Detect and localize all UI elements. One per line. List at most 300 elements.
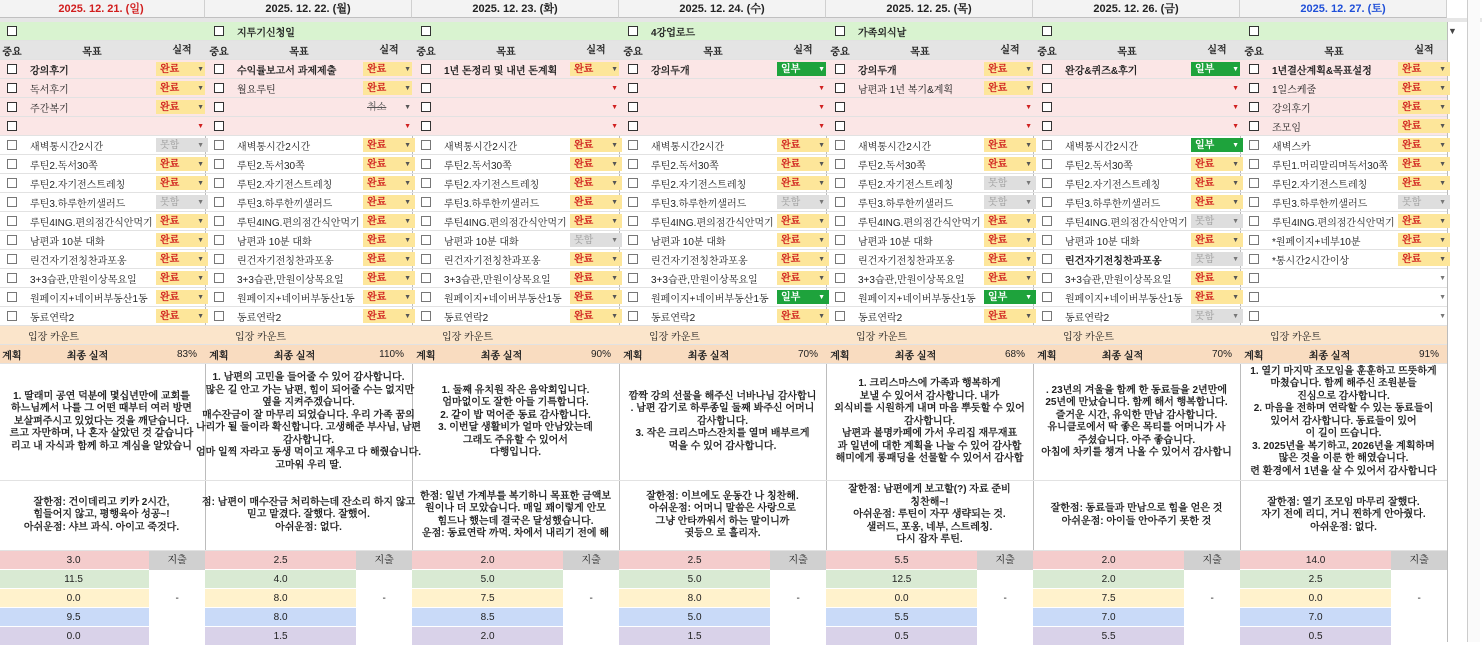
status-pill[interactable]: 완료 ▼ (984, 138, 1036, 152)
stat-value[interactable]: 8.0 (205, 589, 356, 608)
stat-value[interactable]: 0.5 (1240, 627, 1391, 646)
task-checkbox[interactable] (619, 216, 647, 226)
status-dropdown[interactable] (1396, 212, 1452, 230)
status-pill[interactable] (777, 100, 829, 114)
task-checkbox[interactable] (619, 83, 647, 93)
task-checkbox[interactable] (0, 197, 26, 207)
task-goal[interactable]: 1년 돈정리 및 내년 돈계획 (444, 65, 558, 77)
task-goal[interactable]: 새벽통시간2시간 (444, 141, 518, 153)
status-pill[interactable] (777, 119, 829, 133)
task-goal[interactable]: 3+3습관,만원이상목요일 (444, 274, 551, 286)
task-goal[interactable]: 강의후기 (1272, 103, 1311, 115)
review-text[interactable]: 한점: 일년 가계부를 복기하니 목표한 금액보 원이나 더 모았습니다. 매일 꽤이렇게 안모 힘드나 했는데 결국은 달성했습니다. 운점: 동료연락 까먹. 차에서 내리기 전에 해 (412, 481, 619, 551)
status-dropdown[interactable] (154, 155, 210, 173)
status-dropdown[interactable] (1189, 288, 1245, 306)
task-checkbox[interactable] (412, 178, 440, 188)
status-dropdown[interactable] (568, 60, 624, 78)
task-goal[interactable]: *원페이지+네부10분 (1272, 236, 1361, 248)
task-goal[interactable]: 수익률보고서 과제제출 (237, 65, 337, 77)
status-dropdown[interactable] (1396, 79, 1452, 97)
task-checkbox[interactable] (1240, 311, 1268, 321)
task-checkbox[interactable] (0, 140, 26, 150)
status-pill[interactable]: 완료 ▼ (363, 252, 415, 266)
status-pill[interactable]: 완료 ▼ (984, 81, 1036, 95)
task-checkbox[interactable] (205, 64, 233, 74)
status-pill[interactable]: 완료 ▼ (156, 62, 208, 76)
status-pill[interactable]: 완료 ▼ (570, 176, 622, 190)
status-dropdown[interactable] (361, 250, 417, 268)
status-pill[interactable]: 완료 ▼ (984, 233, 1036, 247)
status-dropdown[interactable] (154, 60, 210, 78)
task-goal[interactable]: 1년결산계획&목표설정 (1272, 65, 1372, 77)
stat-value[interactable]: 3.0 (0, 551, 149, 570)
status-pill[interactable]: 일부 ▼ (1191, 62, 1243, 76)
task-checkbox[interactable] (826, 197, 854, 207)
status-dropdown[interactable] (982, 174, 1038, 192)
status-dropdown[interactable] (1189, 155, 1245, 173)
status-dropdown[interactable] (982, 231, 1038, 249)
status-pill[interactable]: 완료 ▼ (363, 157, 415, 171)
task-checkbox[interactable] (412, 216, 440, 226)
task-checkbox[interactable] (205, 254, 233, 264)
task-goal[interactable]: 린건자기전칭찬과포옹 (444, 255, 541, 267)
task-checkbox[interactable] (0, 102, 26, 112)
task-checkbox[interactable] (619, 140, 647, 150)
task-goal[interactable]: 루틴2.독서30쪽 (858, 160, 926, 172)
task-goal[interactable]: 3+3습관,만원이상목요일 (1065, 274, 1172, 286)
task-checkbox[interactable] (619, 102, 647, 112)
task-checkbox[interactable] (619, 235, 647, 245)
status-pill[interactable]: 못함 ▼ (1191, 309, 1243, 323)
status-pill[interactable]: 취소 ▼ (363, 100, 415, 114)
task-checkbox[interactable] (1240, 159, 1268, 169)
task-goal[interactable]: 완강&퀴즈&후기 (1065, 65, 1138, 77)
stat-value[interactable]: 0.5 (826, 627, 977, 646)
gratitude-text[interactable]: 1. 딸래미 공연 덕분에 몇십년만에 교회를 하느님께서 나를 그 어떤 때부터 여러 방면 보살펴주시고 있었다는 것을 깨닫습니다. 르고 자만하며, 나 혼자 살았던 것 같습니다 리고 내 자식과 함께 하고 계심을 알았습니 (0, 364, 205, 481)
task-goal[interactable]: 루틴3.하루한끼샐러드 (1272, 198, 1368, 210)
task-goal[interactable]: 남편과 10분 대화 (1065, 236, 1140, 248)
task-goal[interactable]: 독서후기 (30, 84, 69, 96)
task-checkbox[interactable] (1240, 197, 1268, 207)
status-dropdown[interactable] (154, 98, 210, 116)
status-pill[interactable]: 완료 ▼ (984, 62, 1036, 76)
task-goal[interactable]: 루틴2.자기전스트레칭 (858, 179, 954, 191)
task-checkbox[interactable] (412, 197, 440, 207)
task-checkbox[interactable] (1033, 102, 1061, 112)
day-title-row[interactable] (412, 22, 619, 41)
status-pill[interactable]: 완료 ▼ (363, 214, 415, 228)
status-dropdown[interactable] (982, 79, 1038, 97)
status-dropdown[interactable] (1189, 269, 1245, 287)
status-pill[interactable]: 완료 ▼ (984, 214, 1036, 228)
task-checkbox[interactable] (1240, 254, 1268, 264)
status-dropdown[interactable] (1396, 288, 1452, 306)
task-goal[interactable]: 동료연락2 (444, 312, 489, 324)
stat-value[interactable]: 7.0 (1240, 608, 1391, 627)
stat-value[interactable]: 5.0 (619, 570, 770, 589)
task-goal[interactable]: 남편과 10분 대화 (651, 236, 726, 248)
task-checkbox[interactable] (412, 121, 440, 131)
task-goal[interactable]: 루틴2.자기전스트레칭 (237, 179, 333, 191)
task-goal[interactable]: 동료연락2 (858, 312, 903, 324)
stat-value[interactable]: 0.0 (0, 627, 149, 646)
stat-value[interactable]: 4.0 (205, 570, 356, 589)
gratitude-text[interactable]: 1. 열기 마지막 조모임을 훈훈하고 뜨뜻하게 마쳤습니다. 함께 해주신 조원분들 진심으로 감사합니다. 2. 마음을 전하며 연락할 수 있는 동료들이 있어서 감사합니다. 동료들이 있어 이 길이 뜨습니다. 3. 2025년을 복기하고, 2026년을 계획하며 많은 것을 이룬 한 해였습니다. 련 환경에서 1년을 살 수 있어서 감사합니다 (1240, 364, 1447, 481)
status-dropdown[interactable] (361, 155, 417, 173)
status-pill[interactable]: 못함 ▼ (1398, 195, 1450, 209)
day-title-row[interactable] (619, 22, 826, 41)
status-dropdown[interactable] (361, 269, 417, 287)
task-checkbox[interactable] (0, 235, 26, 245)
task-goal[interactable]: 남편과 10분 대화 (30, 236, 105, 248)
status-dropdown[interactable] (568, 288, 624, 306)
task-goal[interactable]: 3+3습관,만원이상목요일 (651, 274, 758, 286)
stat-value[interactable]: 12.5 (826, 570, 977, 589)
task-goal[interactable]: 루틴2.자기전스트레칭 (651, 179, 747, 191)
status-pill[interactable]: 완료 ▼ (570, 195, 622, 209)
task-goal[interactable]: 조모임 (1272, 122, 1301, 134)
task-checkbox[interactable] (205, 159, 233, 169)
checkbox[interactable] (0, 26, 26, 36)
task-checkbox[interactable] (826, 178, 854, 188)
stat-value[interactable]: 0.0 (826, 589, 977, 608)
status-pill[interactable]: 일부 ▼ (1191, 138, 1243, 152)
stat-value[interactable]: 0.0 (1240, 589, 1391, 608)
status-pill[interactable]: 완료 ▼ (156, 100, 208, 114)
status-dropdown[interactable] (568, 269, 624, 287)
status-pill[interactable]: 완료 ▼ (1398, 252, 1450, 266)
task-checkbox[interactable] (1033, 235, 1061, 245)
gratitude-text[interactable]: 1. 남편의 고민을 들어줄 수 있어 감사합니다. 많은 길 안고 가는 남편, 힘이 되어줄 수는 없지만 옆을 지켜주겠습니다. 매수잔금이 잘 마무리 되었습니다. 우리 가족 꿈의 나리가 될 둘이라 확신합니다. 고생해준 부사님, 남편 감사합니다. 엄마 일찍 자라고 동생 먹이고 재우고 다 해줬습니다. 고마워 우리 딸. (205, 364, 412, 481)
review-text[interactable]: 잘한점: 이브에도 운동간 나 칭찬해. 아쉬운점: 어머니 말씀은 사랑으로 그냥 안타까워서 하는 말이니까 귓등으 로 흘리자. (619, 481, 826, 551)
task-goal[interactable]: 남편과 10분 대화 (444, 236, 519, 248)
status-pill[interactable]: 완료 ▼ (1398, 81, 1450, 95)
task-checkbox[interactable] (826, 235, 854, 245)
task-checkbox[interactable] (1240, 64, 1268, 74)
task-checkbox[interactable] (619, 292, 647, 302)
stat-value[interactable]: 9.5 (0, 608, 149, 627)
status-dropdown[interactable] (361, 79, 417, 97)
task-checkbox[interactable] (1033, 64, 1061, 74)
stat-value[interactable]: 2.5 (619, 551, 770, 570)
task-checkbox[interactable] (1033, 254, 1061, 264)
status-pill[interactable]: 일부 ▼ (984, 290, 1036, 304)
status-pill[interactable]: 완료 ▼ (570, 138, 622, 152)
status-dropdown[interactable] (154, 174, 210, 192)
status-dropdown[interactable] (982, 212, 1038, 230)
status-dropdown[interactable] (361, 60, 417, 78)
status-dropdown[interactable] (775, 250, 831, 268)
status-pill[interactable] (1191, 81, 1243, 95)
status-dropdown[interactable] (1396, 60, 1452, 78)
task-checkbox[interactable] (1033, 273, 1061, 283)
task-checkbox[interactable] (826, 159, 854, 169)
checkbox[interactable] (826, 26, 854, 36)
status-pill[interactable]: 완료 ▼ (1398, 214, 1450, 228)
task-checkbox[interactable] (1240, 102, 1268, 112)
status-dropdown[interactable] (568, 79, 624, 97)
status-pill[interactable]: 완료 ▼ (570, 157, 622, 171)
status-dropdown[interactable] (154, 307, 210, 325)
status-dropdown[interactable] (982, 136, 1038, 154)
task-goal[interactable]: 루틴3.하루한끼샐러드 (858, 198, 954, 210)
checkbox[interactable] (619, 26, 647, 36)
status-dropdown[interactable] (361, 193, 417, 211)
stat-value[interactable]: 7.5 (1033, 589, 1184, 608)
status-pill[interactable]: 일부 ▼ (777, 290, 829, 304)
stat-value[interactable]: 14.0 (1240, 551, 1391, 570)
status-pill[interactable] (570, 119, 622, 133)
status-pill[interactable]: 완료 ▼ (156, 176, 208, 190)
stat-value[interactable]: 0.0 (0, 589, 149, 608)
task-goal[interactable]: 남편과 10분 대화 (858, 236, 933, 248)
status-dropdown[interactable] (775, 174, 831, 192)
task-checkbox[interactable] (412, 140, 440, 150)
review-text[interactable]: 잘한점: 건이데리고 키카 2시간, 힘들어지 않고, 평행육아 성공~! 아쉬운점: 샤브 과식. 아이고 죽것다. (0, 481, 205, 551)
task-goal[interactable]: 원페이지+네이버부동산1동 (858, 293, 976, 305)
status-pill[interactable]: 완료 ▼ (984, 157, 1036, 171)
status-dropdown[interactable] (568, 307, 624, 325)
task-checkbox[interactable] (1240, 121, 1268, 131)
task-goal[interactable]: 원페이지+네이버부동산1동 (237, 293, 355, 305)
status-dropdown[interactable] (775, 288, 831, 306)
task-checkbox[interactable] (619, 254, 647, 264)
status-dropdown[interactable] (1189, 307, 1245, 325)
task-checkbox[interactable] (619, 159, 647, 169)
task-goal[interactable]: 루틴4ING.편의점간식안먹기 (1272, 217, 1395, 229)
status-dropdown[interactable] (775, 193, 831, 211)
status-pill[interactable]: 완료 ▼ (1398, 119, 1450, 133)
status-dropdown[interactable] (1396, 155, 1452, 173)
status-dropdown[interactable] (775, 79, 831, 97)
status-pill[interactable] (1398, 309, 1450, 323)
task-checkbox[interactable] (1033, 216, 1061, 226)
status-dropdown[interactable] (775, 155, 831, 173)
status-pill[interactable]: 완료 ▼ (363, 138, 415, 152)
status-dropdown[interactable] (775, 307, 831, 325)
stat-value[interactable]: 5.0 (619, 608, 770, 627)
status-pill[interactable]: 완료 ▼ (156, 233, 208, 247)
stat-value[interactable]: 2.0 (412, 627, 563, 646)
status-pill[interactable]: 완료 ▼ (570, 290, 622, 304)
task-checkbox[interactable] (1033, 140, 1061, 150)
status-dropdown[interactable] (568, 231, 624, 249)
task-checkbox[interactable] (826, 64, 854, 74)
status-dropdown[interactable] (775, 212, 831, 230)
status-dropdown[interactable] (775, 60, 831, 78)
task-goal[interactable]: 루틴2.독서30쪽 (1065, 160, 1133, 172)
status-pill[interactable]: 완료 ▼ (777, 252, 829, 266)
task-goal[interactable]: 루틴3.하루한끼샐러드 (1065, 198, 1161, 210)
scrollbar[interactable] (1467, 0, 1480, 642)
task-goal[interactable]: 린건자기전칭찬과포옹 (1065, 255, 1162, 267)
status-dropdown[interactable] (982, 250, 1038, 268)
task-checkbox[interactable] (0, 64, 26, 74)
task-goal[interactable]: 동료연락2 (651, 312, 696, 324)
task-goal[interactable]: 루틴4ING.편의점간식안먹기 (1065, 217, 1188, 229)
status-pill[interactable]: 완료 ▼ (156, 214, 208, 228)
task-goal[interactable]: 린건자기전칭찬과포옹 (237, 255, 334, 267)
status-pill[interactable]: 완료 ▼ (1191, 233, 1243, 247)
task-goal[interactable]: 동료연락2 (1065, 312, 1110, 324)
task-goal[interactable]: 린건자기전칭찬과포옹 (30, 255, 127, 267)
status-dropdown[interactable] (154, 136, 210, 154)
status-dropdown[interactable] (982, 155, 1038, 173)
status-pill[interactable]: 완료 ▼ (1398, 138, 1450, 152)
status-pill[interactable]: 완료 ▼ (1191, 195, 1243, 209)
review-text[interactable]: 잘한점: 열기 조모임 마무리 잘했다. 자기 전에 리디, 거니 찐하게 안아줬다. 아쉬운점: 없다. (1240, 481, 1447, 551)
status-pill[interactable]: 완료 ▼ (984, 271, 1036, 285)
status-dropdown[interactable] (361, 174, 417, 192)
status-pill[interactable]: 완료 ▼ (156, 81, 208, 95)
gratitude-text[interactable]: 1. 크리스마스에 가족과 행복하게 보낼 수 있어서 감사합니다. 내가 외식비를 시원하게 내며 마음 뿌듯할 수 있어 감사합니다. 남편과 볼명카페에 가서 우리집 재무재표 과 일년에 대한 계획을 나눌 수 있어 감사합 해미에게 롱패딩을 선물할 수 있어서 감사합 (826, 364, 1033, 481)
review-text[interactable]: 점: 남편이 매수잔금 처리하는데 잔소리 하지 않고 믿고 맡겼다. 잘했다. 잘했어. 아쉬운점: 없다. (205, 481, 412, 551)
task-goal[interactable]: 린건자기전칭찬과포옹 (651, 255, 748, 267)
task-checkbox[interactable] (1240, 216, 1268, 226)
day-title-row[interactable] (205, 22, 412, 41)
status-pill[interactable]: 완료 ▼ (777, 309, 829, 323)
task-checkbox[interactable] (205, 235, 233, 245)
task-checkbox[interactable] (0, 178, 26, 188)
status-pill[interactable]: 완료 ▼ (570, 62, 622, 76)
stat-value[interactable]: 1.5 (205, 627, 356, 646)
status-dropdown[interactable] (982, 60, 1038, 78)
task-goal[interactable]: 루틴4ING.편의점간식안먹기 (444, 217, 567, 229)
status-pill[interactable]: 못함 ▼ (156, 195, 208, 209)
review-text[interactable]: 잘한점: 남편에게 보고할(?) 자료 준비 칭찬해~! 아쉬운점: 루틴이 자꾸 생략되는 것. 샐러드, 포옹, 네부, 스트레칭. 다시 잡자 루틴. (826, 481, 1033, 551)
status-dropdown[interactable] (154, 288, 210, 306)
task-goal[interactable]: 루틴1.머리말리며독서30쪽 (1272, 160, 1389, 172)
task-goal[interactable]: 남편과 1년 복기&계획 (858, 84, 954, 96)
task-checkbox[interactable] (1240, 292, 1268, 302)
status-dropdown[interactable] (982, 307, 1038, 325)
task-checkbox[interactable] (619, 64, 647, 74)
task-goal[interactable]: 루틴2.독서30쪽 (30, 160, 98, 172)
status-dropdown[interactable] (775, 136, 831, 154)
task-checkbox[interactable] (205, 83, 233, 93)
gratitude-text[interactable]: . 23년의 겨울을 함께 한 동료들을 2년만에 25년에 만났습니다. 함께 해서 행복합니다. 즐거운 시간, 유익한 만남 감사합니다. 유니클로에서 딱 좋은 목티를 어머니가 사 주셨습니다. 아주 좋습니다. 아침에 차키를 챙겨 나올 수 있어서 감사합니 (1033, 364, 1240, 481)
status-dropdown[interactable] (361, 98, 417, 116)
task-checkbox[interactable] (412, 311, 440, 321)
task-goal[interactable]: 3+3습관,만원이상목요일 (858, 274, 965, 286)
task-checkbox[interactable] (826, 311, 854, 321)
status-pill[interactable]: 완료 ▼ (1398, 176, 1450, 190)
task-checkbox[interactable] (826, 216, 854, 226)
status-pill[interactable] (1398, 290, 1450, 304)
status-pill[interactable]: 완료 ▼ (1398, 62, 1450, 76)
status-pill[interactable]: 완료 ▼ (777, 233, 829, 247)
status-dropdown[interactable] (568, 212, 624, 230)
task-goal[interactable]: 남편과 10분 대화 (237, 236, 312, 248)
dropdown-arrow-icon[interactable]: ▼ (1448, 26, 1457, 36)
task-goal[interactable]: 강의후기 (30, 65, 69, 77)
status-dropdown[interactable] (568, 250, 624, 268)
gratitude-text[interactable]: 1. 둘째 유치원 작은 음악회입니다. 엄마없이도 잘한 아들 기특합니다. 2. 같이 밥 먹어준 동료 감사합니다. 3. 이번달 생활비가 얼마 안남았는데 그래도 주유할 수 있어서 다행입니다. (412, 364, 619, 481)
status-dropdown[interactable] (1189, 60, 1245, 78)
task-checkbox[interactable] (0, 216, 26, 226)
status-dropdown[interactable] (1189, 250, 1245, 268)
status-dropdown[interactable] (361, 136, 417, 154)
task-goal[interactable]: 새벽통시간2시간 (237, 141, 311, 153)
status-pill[interactable] (984, 100, 1036, 114)
status-dropdown[interactable] (1189, 174, 1245, 192)
task-goal[interactable]: 새벽통시간2시간 (858, 141, 932, 153)
status-pill[interactable]: 완료 ▼ (984, 309, 1036, 323)
stat-value[interactable]: 8.0 (619, 589, 770, 608)
task-checkbox[interactable] (205, 140, 233, 150)
day-title[interactable]: 지투기신청일 (237, 27, 295, 39)
status-pill[interactable]: 완료 ▼ (1398, 157, 1450, 171)
stat-value[interactable]: 7.5 (412, 589, 563, 608)
task-goal[interactable]: 1일스케줄 (1272, 84, 1317, 96)
status-pill[interactable] (1191, 119, 1243, 133)
task-goal[interactable]: 3+3습관,만원이상목요일 (237, 274, 344, 286)
task-goal[interactable]: 동료연락2 (237, 312, 282, 324)
status-dropdown[interactable] (154, 269, 210, 287)
task-checkbox[interactable] (826, 292, 854, 302)
status-dropdown[interactable] (982, 117, 1038, 135)
task-checkbox[interactable] (1033, 311, 1061, 321)
task-checkbox[interactable] (619, 273, 647, 283)
stat-value[interactable]: 5.0 (412, 570, 563, 589)
status-pill[interactable]: 못함 ▼ (570, 233, 622, 247)
day-title[interactable]: 4강업로드 (651, 27, 696, 39)
task-checkbox[interactable] (1240, 178, 1268, 188)
task-goal[interactable]: 루틴2.독서30쪽 (444, 160, 512, 172)
task-goal[interactable]: 루틴2.자기전스트레칭 (444, 179, 540, 191)
task-goal[interactable]: 루틴3.하루한끼샐러드 (30, 198, 126, 210)
task-checkbox[interactable] (1033, 121, 1061, 131)
status-dropdown[interactable] (568, 136, 624, 154)
day-title-row[interactable] (1240, 22, 1457, 41)
task-checkbox[interactable] (619, 197, 647, 207)
stat-value[interactable]: 11.5 (0, 570, 149, 589)
task-checkbox[interactable] (412, 64, 440, 74)
status-pill[interactable]: 못함 ▼ (1191, 214, 1243, 228)
status-dropdown[interactable] (1396, 136, 1452, 154)
status-dropdown[interactable] (1396, 117, 1452, 135)
day-title-row[interactable] (0, 22, 205, 41)
checkbox[interactable] (1033, 26, 1061, 36)
status-pill[interactable]: 완료 ▼ (363, 309, 415, 323)
task-goal[interactable]: *통시간2시간이상 (1272, 255, 1350, 267)
status-pill[interactable]: 완료 ▼ (156, 157, 208, 171)
task-checkbox[interactable] (0, 121, 26, 131)
status-dropdown[interactable] (1189, 193, 1245, 211)
status-dropdown[interactable] (1189, 136, 1245, 154)
status-dropdown[interactable] (775, 231, 831, 249)
status-pill[interactable]: 완료 ▼ (1191, 271, 1243, 285)
status-dropdown[interactable] (1189, 98, 1245, 116)
task-checkbox[interactable] (205, 273, 233, 283)
status-dropdown[interactable] (1396, 307, 1452, 325)
task-checkbox[interactable] (826, 273, 854, 283)
status-dropdown[interactable] (361, 212, 417, 230)
task-checkbox[interactable] (205, 102, 233, 112)
status-dropdown[interactable] (568, 98, 624, 116)
status-pill[interactable]: 완료 ▼ (1398, 100, 1450, 114)
task-goal[interactable]: 동료연락2 (30, 312, 75, 324)
task-checkbox[interactable] (1240, 83, 1268, 93)
checkbox[interactable] (412, 26, 440, 36)
stat-value[interactable]: 8.0 (205, 608, 356, 627)
status-dropdown[interactable] (154, 250, 210, 268)
status-dropdown[interactable] (1189, 231, 1245, 249)
task-goal[interactable]: 월요루틴 (237, 84, 276, 96)
task-goal[interactable]: 강의두개 (858, 65, 897, 77)
status-pill[interactable] (1398, 271, 1450, 285)
task-checkbox[interactable] (0, 273, 26, 283)
